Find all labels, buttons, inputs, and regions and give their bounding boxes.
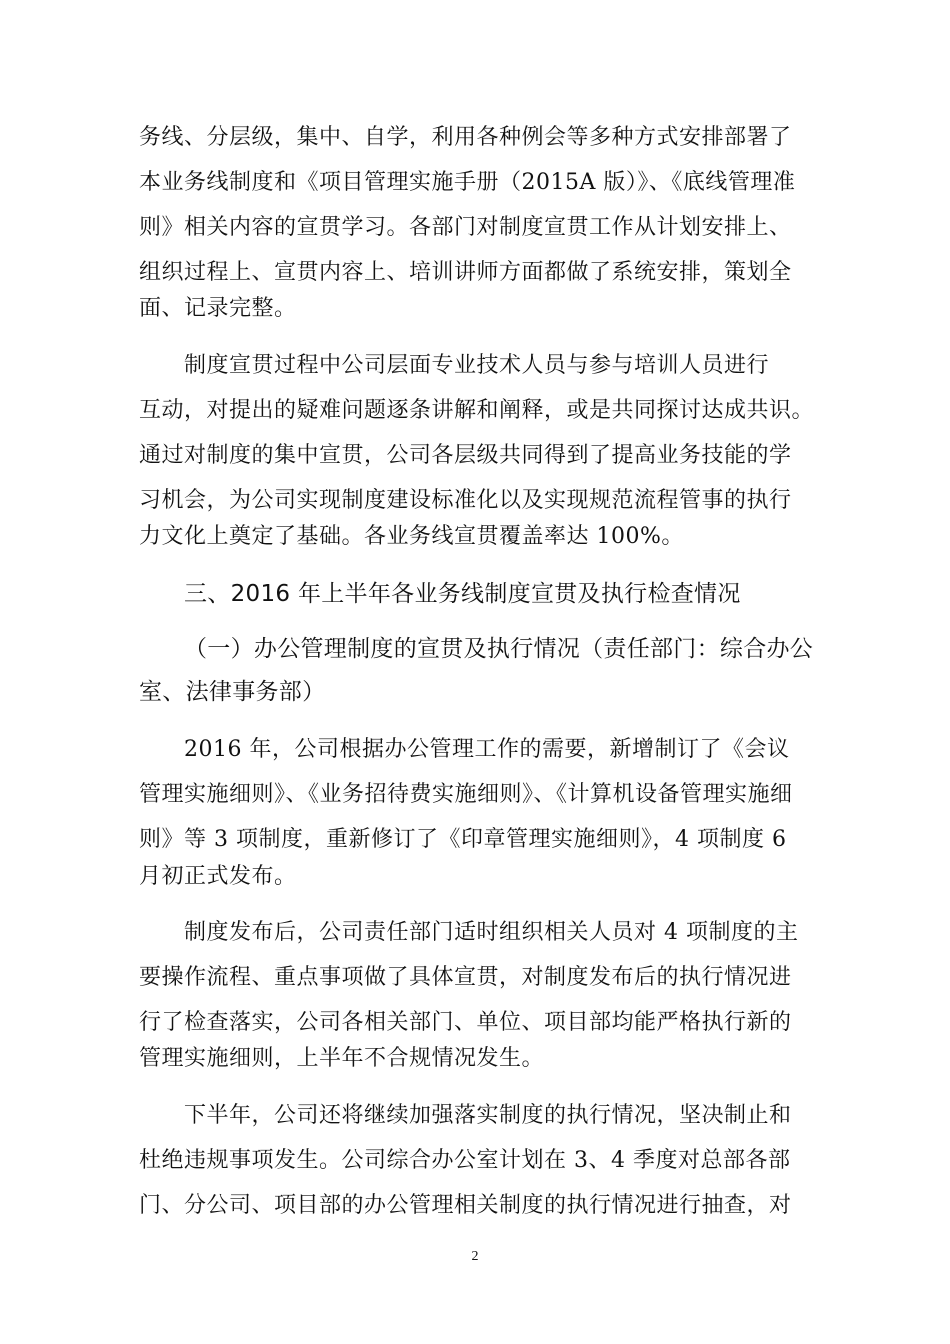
body-text-line: 组织过程上、宣贯内容上、培训讲师方面都做了系统安排，策划全 (139, 260, 792, 285)
body-text-line: 则》等 3 项制度，重新修订了《印章管理实施细则》，4 项制度 6 (139, 827, 787, 852)
subsection-heading: （一）办公管理制度的宣贯及执行情况（责任部门：综合办公 (184, 636, 814, 662)
body-text-line: 要操作流程、重点事项做了具体宣贯，对制度发布后的执行情况进 (139, 965, 792, 990)
paragraph-first-line: 制度宣贯过程中公司层面专业技术人员与参与培训人员进行 (184, 353, 770, 378)
body-text-line: 通过对制度的集中宣贯，公司各层级共同得到了提高业务技能的学 (139, 443, 792, 468)
paragraph-first-line: 下半年，公司还将继续加强落实制度的执行情况，坚决制止和 (184, 1103, 792, 1128)
body-text-line: 门、分公司、项目部的办公管理相关制度的执行情况进行抽查，对 (139, 1193, 792, 1218)
body-text-line: 则》相关内容的宣贯学习。各部门对制度宣贯工作从计划安排上、 (139, 215, 792, 240)
body-text-line: 行了检查落实，公司各相关部门、单位、项目部均能严格执行新的 (139, 1010, 792, 1035)
body-text-line: 力文化上奠定了基础。各业务线宣贯覆盖率达 100%。 (139, 524, 684, 549)
body-text-line: 管理实施细则》、《业务招待费实施细则》、《计算机设备管理实施细 (139, 782, 793, 807)
body-text-line: 面、记录完整。 (139, 296, 297, 321)
body-text-line: 管理实施细则，上半年不合规情况发生。 (139, 1046, 545, 1071)
subsection-heading-continued: 室、法律事务部） (139, 679, 326, 705)
page-number: 2 (471, 1249, 479, 1264)
body-text-line: 本业务线制度和《项目管理实施手册（2015A 版）》、《底线管理准 (139, 170, 796, 195)
body-text-line: 杜绝违规事项发生。公司综合办公室计划在 3、4 季度对总部各部 (139, 1148, 791, 1173)
section-heading: 三、2016 年上半年各业务线制度宣贯及执行检查情况 (184, 581, 741, 607)
body-text-line: 习机会，为公司实现制度建设标准化以及实现规范流程管事的执行 (139, 488, 792, 513)
paragraph-first-line: 制度发布后，公司责任部门适时组织相关人员对 4 项制度的主 (184, 920, 799, 945)
paragraph-first-line: 2016 年，公司根据办公管理工作的需要，新增制订了《会议 (184, 737, 790, 762)
body-text-line: 务线、分层级，集中、自学，利用各种例会等多种方式安排部署了 (139, 125, 792, 150)
body-text-line: 互动，对提出的疑难问题逐条讲解和阐释，或是共同探讨达成共识。 (139, 398, 815, 423)
body-text-line: 月初正式发布。 (139, 864, 297, 889)
